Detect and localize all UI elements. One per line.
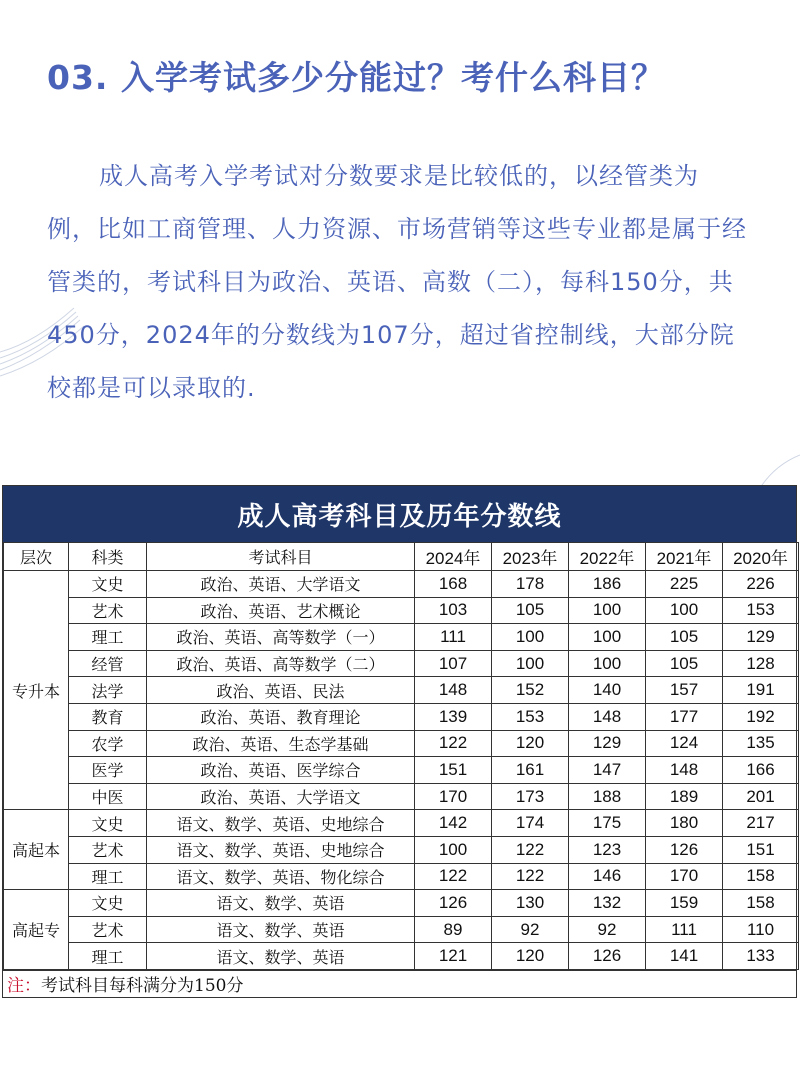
category-cell: 中医 — [69, 783, 147, 810]
category-cell: 经管 — [69, 650, 147, 677]
category-cell: 艺术 — [69, 597, 147, 624]
category-cell: 文史 — [69, 810, 147, 837]
subjects-cell: 政治、英语、医学综合 — [147, 757, 415, 784]
score-cell: 161 — [492, 757, 569, 784]
table-row — [4, 650, 799, 677]
score-cell: 122 — [415, 730, 492, 757]
subjects-cell: 政治、英语、大学语文 — [147, 783, 415, 810]
table-row — [4, 757, 799, 784]
score-cell: 168 — [415, 571, 492, 598]
score-cell: 225 — [646, 571, 723, 598]
category-cell: 医学 — [69, 757, 147, 784]
table-row — [4, 624, 799, 651]
score-cell: 124 — [646, 730, 723, 757]
score-cell: 135 — [723, 730, 799, 757]
score-cell: 100 — [415, 836, 492, 863]
table-row — [4, 810, 799, 837]
score-cell: 153 — [723, 597, 799, 624]
level-cell: 高起专 — [4, 890, 69, 970]
category-cell: 文史 — [69, 571, 147, 598]
column-header-2020: 2020年 — [723, 543, 799, 571]
subjects-cell: 政治、英语、高等数学（一） — [147, 624, 415, 651]
table-header-row — [4, 543, 799, 571]
score-cell: 140 — [569, 677, 646, 704]
score-cell: 126 — [646, 836, 723, 863]
subjects-cell: 语文、数学、英语、史地综合 — [147, 836, 415, 863]
table-row — [4, 783, 799, 810]
score-cell: 130 — [492, 890, 569, 917]
column-header-2022: 2022年 — [569, 543, 646, 571]
column-header-2021: 2021年 — [646, 543, 723, 571]
score-cell: 217 — [723, 810, 799, 837]
table-row — [4, 730, 799, 757]
score-cell: 100 — [569, 650, 646, 677]
score-cell: 132 — [569, 890, 646, 917]
category-cell: 艺术 — [69, 836, 147, 863]
table-title-banner: 成人高考科目及历年分数线 — [3, 486, 796, 542]
subjects-cell: 政治、英语、民法 — [147, 677, 415, 704]
score-table-card — [2, 485, 797, 998]
category-cell: 理工 — [69, 624, 147, 651]
score-cell: 177 — [646, 703, 723, 730]
score-cell: 151 — [415, 757, 492, 784]
score-cell: 170 — [415, 783, 492, 810]
level-cell: 高起本 — [4, 810, 69, 890]
column-header-2023: 2023年 — [492, 543, 569, 571]
score-cell: 178 — [492, 571, 569, 598]
column-header-level: 层次 — [4, 543, 69, 571]
score-cell: 100 — [646, 597, 723, 624]
score-cell: 174 — [492, 810, 569, 837]
table-body — [4, 571, 799, 970]
score-cell: 146 — [569, 863, 646, 890]
score-cell: 100 — [569, 624, 646, 651]
category-cell: 法学 — [69, 677, 147, 704]
table-row — [4, 571, 799, 598]
score-cell: 170 — [646, 863, 723, 890]
score-cell: 129 — [569, 730, 646, 757]
column-header-subjects: 考试科目 — [147, 543, 415, 571]
table-row — [4, 863, 799, 890]
score-cell: 151 — [723, 836, 799, 863]
score-cell: 186 — [569, 571, 646, 598]
subjects-cell: 政治、英语、教育理论 — [147, 703, 415, 730]
score-cell: 157 — [646, 677, 723, 704]
score-cell: 226 — [723, 571, 799, 598]
table-row — [4, 890, 799, 917]
table-row — [4, 677, 799, 704]
score-cell: 158 — [723, 863, 799, 890]
column-header-category: 科类 — [69, 543, 147, 571]
score-cell: 107 — [415, 650, 492, 677]
table-row — [4, 943, 799, 970]
score-cell: 126 — [569, 943, 646, 970]
score-cell: 92 — [492, 916, 569, 943]
score-cell: 166 — [723, 757, 799, 784]
subjects-cell: 语文、数学、英语 — [147, 916, 415, 943]
score-cell: 105 — [492, 597, 569, 624]
subjects-cell: 语文、数学、英语 — [147, 943, 415, 970]
table-row — [4, 836, 799, 863]
score-cell: 152 — [492, 677, 569, 704]
score-cell: 133 — [723, 943, 799, 970]
score-cell: 147 — [569, 757, 646, 784]
level-cell: 专升本 — [4, 571, 69, 810]
score-cell: 148 — [646, 757, 723, 784]
score-cell: 120 — [492, 730, 569, 757]
score-cell: 126 — [415, 890, 492, 917]
score-cell: 120 — [492, 943, 569, 970]
score-cell: 192 — [723, 703, 799, 730]
table-row — [4, 703, 799, 730]
score-cell: 148 — [569, 703, 646, 730]
category-cell: 艺术 — [69, 916, 147, 943]
score-cell: 123 — [569, 836, 646, 863]
decorative-curve-right — [760, 450, 800, 490]
score-cell: 89 — [415, 916, 492, 943]
score-cell: 201 — [723, 783, 799, 810]
score-cell: 158 — [723, 890, 799, 917]
score-cell: 100 — [492, 650, 569, 677]
score-cell: 105 — [646, 624, 723, 651]
note-label: 注： — [7, 976, 41, 997]
category-cell: 农学 — [69, 730, 147, 757]
subjects-cell: 语文、数学、英语 — [147, 890, 415, 917]
table-row — [4, 597, 799, 624]
score-cell: 175 — [569, 810, 646, 837]
score-cell: 121 — [415, 943, 492, 970]
score-cell: 110 — [723, 916, 799, 943]
category-cell: 教育 — [69, 703, 147, 730]
score-cell: 122 — [415, 863, 492, 890]
subjects-cell: 语文、数学、英语、物化综合 — [147, 863, 415, 890]
score-cell: 191 — [723, 677, 799, 704]
subjects-cell: 政治、英语、高等数学（二） — [147, 650, 415, 677]
score-cell: 139 — [415, 703, 492, 730]
score-cell: 148 — [415, 677, 492, 704]
score-cell: 111 — [646, 916, 723, 943]
table-note — [3, 970, 796, 997]
subjects-cell: 政治、英语、大学语文 — [147, 571, 415, 598]
category-cell: 理工 — [69, 943, 147, 970]
score-cell: 122 — [492, 836, 569, 863]
score-table — [3, 542, 799, 970]
score-cell: 173 — [492, 783, 569, 810]
score-cell: 105 — [646, 650, 723, 677]
score-cell: 129 — [723, 624, 799, 651]
score-cell: 100 — [569, 597, 646, 624]
score-cell: 100 — [492, 624, 569, 651]
score-cell: 92 — [569, 916, 646, 943]
score-cell: 142 — [415, 810, 492, 837]
score-cell: 103 — [415, 597, 492, 624]
score-cell: 111 — [415, 624, 492, 651]
score-cell: 189 — [646, 783, 723, 810]
score-cell: 153 — [492, 703, 569, 730]
score-cell: 122 — [492, 863, 569, 890]
category-cell: 理工 — [69, 863, 147, 890]
note-text: 考试科目每科满分为150分 — [41, 976, 244, 997]
page-title: 03. 入学考试多少分能过？考什么科目？ — [47, 58, 665, 97]
subjects-cell: 语文、数学、英语、史地综合 — [147, 810, 415, 837]
score-cell: 141 — [646, 943, 723, 970]
column-header-2024: 2024年 — [415, 543, 492, 571]
subjects-cell: 政治、英语、艺术概论 — [147, 597, 415, 624]
score-cell: 180 — [646, 810, 723, 837]
intro-paragraph: 成人高考入学考试对分数要求是比较低的，以经管类为例，比如工商管理、人力资源、市场营销等这些专业都是属于经管类的，考试科目为政治、英语、高数（二），每科150分，共450分，2024年的分数线为107分，超过省控制线，大部分院校都是可以录取的. — [47, 162, 747, 402]
score-cell: 128 — [723, 650, 799, 677]
score-cell: 188 — [569, 783, 646, 810]
category-cell: 文史 — [69, 890, 147, 917]
subjects-cell: 政治、英语、生态学基础 — [147, 730, 415, 757]
table-row — [4, 916, 799, 943]
score-cell: 159 — [646, 890, 723, 917]
